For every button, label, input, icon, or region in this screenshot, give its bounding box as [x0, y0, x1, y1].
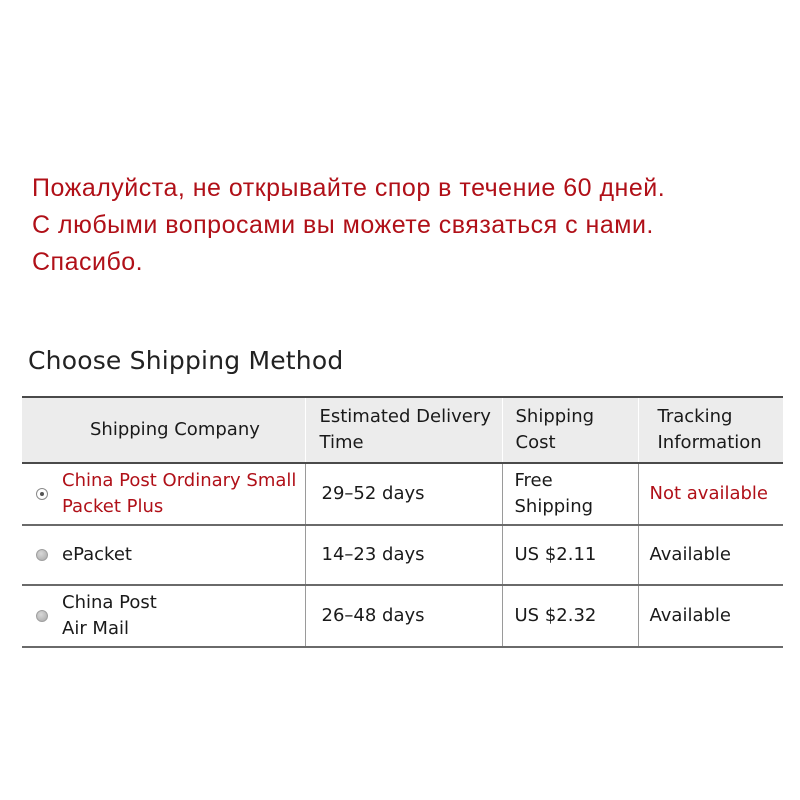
radio-selected-icon[interactable] [36, 488, 48, 500]
header-delivery-line-1: Estimated Delivery [319, 406, 491, 427]
table-row-china-post-ordinary-small-packet-plus[interactable] [22, 463, 783, 525]
cell-tracking-info: Available [638, 525, 783, 585]
cell-shipping-cost [502, 463, 638, 525]
cell-delivery-time: 29–52 days [305, 463, 502, 525]
company-name: ePacket [62, 544, 132, 565]
cell-delivery-time: 26–48 days [305, 585, 502, 647]
notice-message [32, 170, 792, 281]
notice-line-3: Спасибо. [32, 248, 144, 276]
radio-unselected-icon[interactable] [36, 610, 48, 622]
cell-tracking-info: Available [638, 585, 783, 647]
cell-shipping-cost: US $2.32 [502, 585, 638, 647]
header-tracking-line-2: Information [657, 432, 762, 453]
cell-company[interactable] [22, 585, 305, 647]
table-row-epacket[interactable] [22, 525, 783, 585]
company-name-line-2: Packet Plus [62, 496, 164, 517]
radio-unselected-icon[interactable] [36, 549, 48, 561]
notice-line-1: Пожалуйста, не открывайте спор в течение 60 дней. [32, 174, 666, 202]
header-shipping-company [22, 397, 305, 463]
header-cost-line-1: Shipping [515, 406, 595, 427]
cell-company[interactable] [22, 463, 305, 525]
header-delivery-line-2: Time [319, 432, 364, 453]
header-company-label: Shipping Company [90, 419, 260, 440]
cell-company[interactable] [22, 525, 305, 585]
header-estimated-delivery [305, 397, 502, 463]
header-tracking-line-1: Tracking [657, 406, 733, 427]
header-tracking-information [638, 397, 783, 463]
company-name-line-2: Air Mail [62, 618, 129, 639]
cost-line-1: Free [514, 470, 553, 491]
table-row-china-post-air-mail[interactable] [22, 585, 783, 647]
cell-delivery-time: 14–23 days [305, 525, 502, 585]
shipping-method-table [22, 396, 783, 648]
cell-shipping-cost: US $2.11 [502, 525, 638, 585]
company-name-line-1: China Post [62, 592, 157, 613]
header-cost-line-2: Cost [515, 432, 556, 453]
notice-line-2: С любыми вопросами вы можете связаться с нами. [32, 211, 654, 239]
cell-tracking-info: Not available [638, 463, 783, 525]
section-title: Choose Shipping Method [28, 346, 344, 375]
header-shipping-cost [502, 397, 638, 463]
cost-line-2: Shipping [514, 496, 594, 517]
company-name [62, 468, 296, 520]
table-header-row [22, 397, 783, 463]
company-name [62, 590, 157, 642]
company-name-line-1: China Post Ordinary Small [62, 470, 297, 491]
